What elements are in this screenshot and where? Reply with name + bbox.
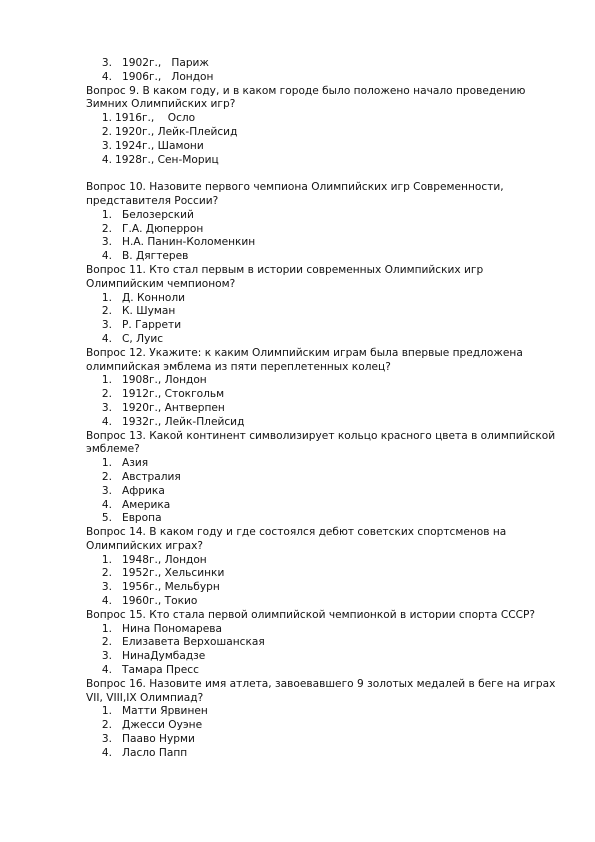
option-number: 2. [101,125,112,138]
question-block [86,609,556,678]
option-text: Нина Пономарева [122,622,222,635]
option-number: 3. [101,139,112,152]
question-text: Вопрос 9. В каком году, и в каком городе было положено начало проведению Зимних Олимпийских игр? [86,84,526,111]
option-text: Р. Гаррети [122,319,182,332]
option-text: Н.А. Панин-Коломенкин [122,236,256,249]
answer-option [86,57,556,71]
option-number: 1. [101,457,112,470]
option-number: 4. [101,498,112,511]
answer-options [86,374,556,429]
option-number: 1. [101,553,112,566]
option-number: 1. [101,705,112,718]
answer-option [86,402,556,416]
answer-options [86,57,556,85]
answer-option [86,388,556,402]
option-number: 1. [101,374,112,387]
question-block [86,181,556,264]
answer-options [86,623,556,678]
answer-option [86,223,556,237]
answer-option [86,664,556,678]
option-number: 1. [101,622,112,635]
answer-option [86,719,556,733]
option-text: 1916г., Осло [115,112,196,125]
option-text: В. Дягтерев [122,250,189,263]
question-block [86,85,556,182]
option-text: Матти Ярвинен [122,705,208,718]
option-number: 1. [101,112,112,125]
answer-option [86,333,556,347]
option-number: 4. [101,153,112,166]
blank-line [86,167,556,181]
option-text: 1948г., Лондон [122,553,207,566]
option-text: Белозерский [122,208,194,221]
answer-option [86,567,556,581]
option-number: 2. [101,388,112,401]
option-text: 1960г., Токио [122,595,198,608]
option-text: К. Шуман [122,305,176,318]
option-number: 1. [101,208,112,221]
option-text: Австралия [122,470,181,483]
question-text: Вопрос 14. В каком году и где состоялся дебют советских спортсменов на Олимпийских играх? [86,526,507,552]
option-number: 4. [101,70,112,83]
option-number: 4. [101,664,112,677]
option-number: 3. [101,581,112,594]
answer-option [86,499,556,513]
question-block [86,347,556,430]
answer-option [86,250,556,264]
option-number: 3. [101,319,112,332]
answer-option [86,733,556,747]
option-number: 2. [101,567,112,580]
question-text: Вопрос 11. Кто стал первым в истории современных Олимпийских игр Олимпийским чемпионом? [86,263,484,290]
option-text: 1956г., Мельбурн [122,581,220,594]
question-text: Вопрос 15. Кто стала первой олимпийской чемпионкой в истории спорта СССР? [86,608,536,621]
answer-option [86,747,556,761]
answer-option [86,471,556,485]
option-text: Африка [122,484,165,497]
option-number: 4. [101,250,112,263]
option-number: 4. [101,332,112,345]
question-text: Вопрос 10. Назовите первого чемпиона Олимпийских игр Современности, представителя России? [86,181,504,207]
option-number: 4. [101,746,112,759]
answer-options [86,292,556,347]
answer-options [86,705,556,760]
option-number: 3. [101,401,112,414]
option-text: 1912г., Стокгольм [122,388,225,401]
option-text: Г.А. Дюперрон [122,222,204,235]
answer-option [86,319,556,333]
quiz-content [86,57,556,761]
option-text: Европа [122,512,162,525]
option-number: 2. [101,470,112,483]
answer-option [86,581,556,595]
option-text: Америка [122,498,171,511]
question-block [86,526,556,609]
option-number: 2. [101,222,112,235]
option-number: 2. [101,305,112,318]
answer-option [86,140,556,154]
answer-option [86,154,556,168]
question-block [86,57,556,85]
option-number: 3. [101,57,112,69]
answer-option [86,292,556,306]
option-text: 1952г., Хельсинки [122,567,225,580]
option-text: 1928г., Сен-Мориц [115,153,219,166]
option-text: 1920г., Антверпен [122,401,225,414]
answer-option [86,485,556,499]
option-text: Тамара Пресс [122,664,199,677]
option-text: Азия [122,457,149,470]
option-number: 4. [101,415,112,428]
option-text: Пааво Нурми [122,733,195,746]
option-number: 3. [101,650,112,663]
answer-option [86,126,556,140]
option-text: Джесси Оуэне [122,719,203,732]
answer-option [86,705,556,719]
answer-option [86,374,556,388]
answer-option [86,554,556,568]
option-text: 1920г., Лейк-Плейсид [115,125,238,138]
answer-option [86,112,556,126]
question-block [86,430,556,527]
answer-option [86,209,556,223]
answer-options [86,209,556,264]
answer-option [86,595,556,609]
answer-option [86,457,556,471]
answer-option [86,71,556,85]
question-text: Вопрос 13. Какой континент символизирует кольцо красного цвета в олимпийской эмблеме? [86,429,556,456]
question-block [86,678,556,761]
option-text: НинаДумбадзе [122,650,206,663]
option-number: 3. [101,484,112,497]
option-text: С, Луис [122,332,164,345]
option-number: 3. [101,733,112,746]
option-number: 4. [101,595,112,608]
option-text: Д. Конноли [122,291,186,304]
answer-option [86,305,556,319]
answer-option [86,623,556,637]
question-text: Вопрос 16. Назовите имя атлета, завоевавшего 9 золотых медалей в беге на играх VII, VIII,IX Олимпиад? [86,677,556,704]
answer-option [86,512,556,526]
answer-option [86,416,556,430]
answer-options [86,112,556,167]
answer-option [86,636,556,650]
answer-options [86,457,556,526]
option-number: 2. [101,719,112,732]
question-block [86,264,556,347]
option-text: 1906г., Лондон [122,70,214,83]
answer-option [86,236,556,250]
answer-option [86,650,556,664]
option-text: 1932г., Лейк-Плейсид [122,415,245,428]
option-text: 1902г., Париж [122,57,209,69]
option-text: Ласло Папп [122,746,188,759]
answer-options [86,554,556,609]
option-number: 1. [101,291,112,304]
option-number: 2. [101,636,112,649]
option-text: 1908г., Лондон [122,374,207,387]
option-number: 3. [101,236,112,249]
option-text: Елизавета Верхошанская [122,636,265,649]
option-number: 5. [101,512,112,525]
question-text: Вопрос 12. Укажите: к каким Олимпийским играм была впервые предложена олимпийская эмблема из пяти переплетенных колец? [86,346,523,373]
option-text: 1924г., Шамони [115,139,204,152]
